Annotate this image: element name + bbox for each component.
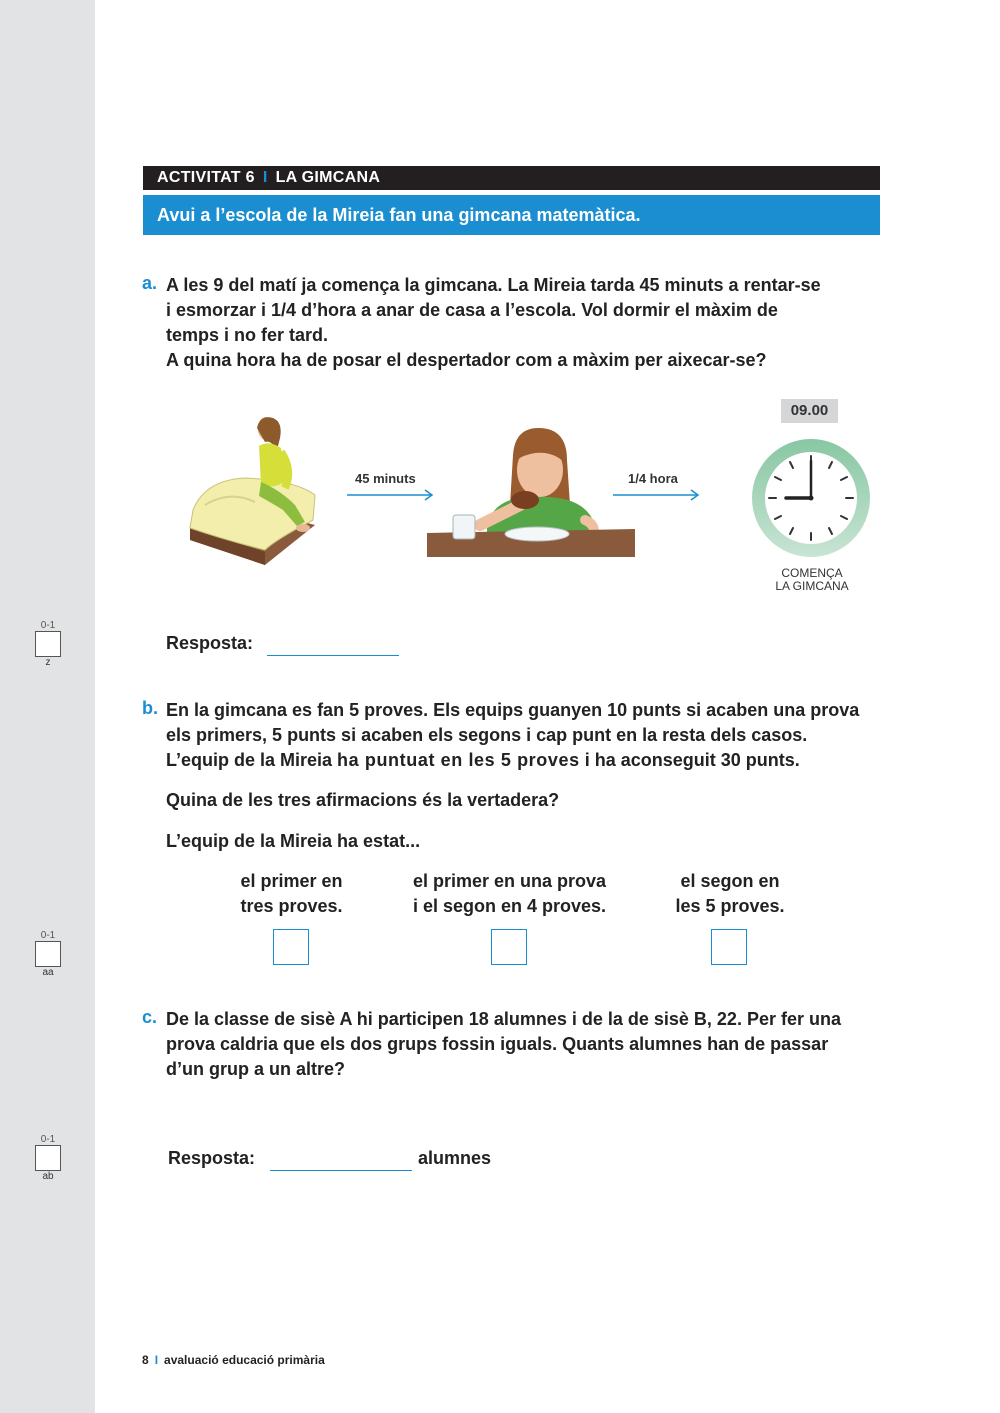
clock-caption-line: COMENÇA xyxy=(781,566,843,580)
arrow-2-icon xyxy=(613,488,703,502)
question-c-line: De la classe de sisè A hi participen 18 alumnes i de la de sisè B, 22. Per fer una xyxy=(166,1009,841,1029)
score-code: z xyxy=(45,657,51,668)
question-c-line: prova caldria que els dos grups fossin iguals. Quants alumnes han de passar xyxy=(166,1034,829,1054)
question-b-letter: b. xyxy=(142,698,158,718)
girl-eating-breakfast-illustration xyxy=(425,425,640,560)
option-1-checkbox[interactable] xyxy=(273,929,309,965)
question-a-letter: a. xyxy=(142,273,158,293)
footer-separator: I xyxy=(154,1353,159,1367)
answer-c-field[interactable] xyxy=(270,1170,412,1171)
question-b-line: En la gimcana es fan 5 proves. Els equips guanyen 10 punts si acaben una prova xyxy=(166,700,860,720)
question-b-line-start: L’equip de la Mireia xyxy=(166,750,338,770)
score-range: 0-1 xyxy=(40,930,56,941)
answer-a-field[interactable] xyxy=(267,655,399,656)
option-line: les 5 proves. xyxy=(675,896,785,916)
option-1-label xyxy=(200,869,383,919)
answer-c-unit: alumnes xyxy=(418,1148,492,1168)
activity-intro: Avui a l’escola de la Mireia fan una gimcana matemàtica. xyxy=(143,195,880,235)
question-b-line: els primers, 5 punts si acaben els segons i cap punt en la resta dels casos. xyxy=(166,725,808,745)
score-range: 0-1 xyxy=(40,1134,56,1145)
question-b-line-end: i ha aconseguit 30 punts. xyxy=(579,750,800,770)
score-box-a xyxy=(34,620,62,669)
score-range: 0-1 xyxy=(40,620,56,631)
clock-time-badge: 09.00 xyxy=(781,399,838,423)
clock-caption-line: LA GIMCANA xyxy=(775,579,849,593)
question-a-line: i esmorzar i 1/4 d’hora a anar de casa a l’escola. Vol dormir el màxim de xyxy=(166,300,778,320)
option-line: i el segon en 4 proves. xyxy=(412,896,607,916)
question-c-letter: c. xyxy=(142,1007,158,1027)
score-box-c xyxy=(34,1134,62,1183)
score-checkbox[interactable] xyxy=(35,1145,61,1171)
option-2-checkbox[interactable] xyxy=(491,929,527,965)
score-box-b xyxy=(34,930,62,979)
footer-text: avaluació educació primària xyxy=(164,1353,325,1367)
page-footer xyxy=(142,1353,325,1367)
answer-c-label: Resposta: xyxy=(168,1148,256,1168)
activity-label: ACTIVITAT 6 xyxy=(157,169,255,186)
arrow-1-icon xyxy=(347,488,437,502)
option-line: el segon en xyxy=(680,871,780,891)
activity-title: LA GIMCANA xyxy=(275,169,381,186)
answer-a-label: Resposta: xyxy=(166,633,254,653)
clock-caption xyxy=(752,567,872,593)
option-line: tres proves. xyxy=(240,896,343,916)
score-code: aa xyxy=(42,967,54,978)
question-c-text xyxy=(166,1007,886,1082)
question-b-lead: L’equip de la Mireia ha estat... xyxy=(166,831,421,851)
question-b-question: Quina de les tres afirmacions és la vertadera? xyxy=(166,790,560,810)
question-b-text xyxy=(166,698,886,773)
activity-header xyxy=(143,166,880,190)
option-3-checkbox[interactable] xyxy=(711,929,747,965)
question-a-line: temps i no fer tard. xyxy=(166,325,329,345)
score-checkbox[interactable] xyxy=(35,941,61,967)
option-3-label xyxy=(640,869,820,919)
score-checkbox[interactable] xyxy=(35,631,61,657)
question-a-line: A les 9 del matí ja comença la gimcana. La Mireia tarda 45 minuts a rentar-se xyxy=(166,275,821,295)
left-margin-strip xyxy=(0,0,95,1413)
page-number: 8 xyxy=(142,1353,149,1367)
arrow-2-label: 1/4 hora xyxy=(628,471,678,486)
arrow-1-label: 45 minuts xyxy=(355,471,416,486)
header-separator: I xyxy=(262,169,268,186)
question-c-line: d’un grup a un altre? xyxy=(166,1059,345,1079)
question-a-text xyxy=(166,273,886,373)
girl-waking-up-illustration xyxy=(185,410,325,570)
question-a-line: A quina hora ha de posar el despertador com a màxim per aixecar-se? xyxy=(166,350,767,370)
option-line: el primer en xyxy=(240,871,343,891)
score-code: ab xyxy=(42,1171,54,1182)
clock-icon xyxy=(750,437,872,559)
option-2-label xyxy=(392,869,627,919)
option-line: el primer en una prova xyxy=(412,871,607,891)
question-b-line xyxy=(166,748,886,773)
question-b-emphasis: ha puntuat en les 5 proves xyxy=(337,750,580,770)
